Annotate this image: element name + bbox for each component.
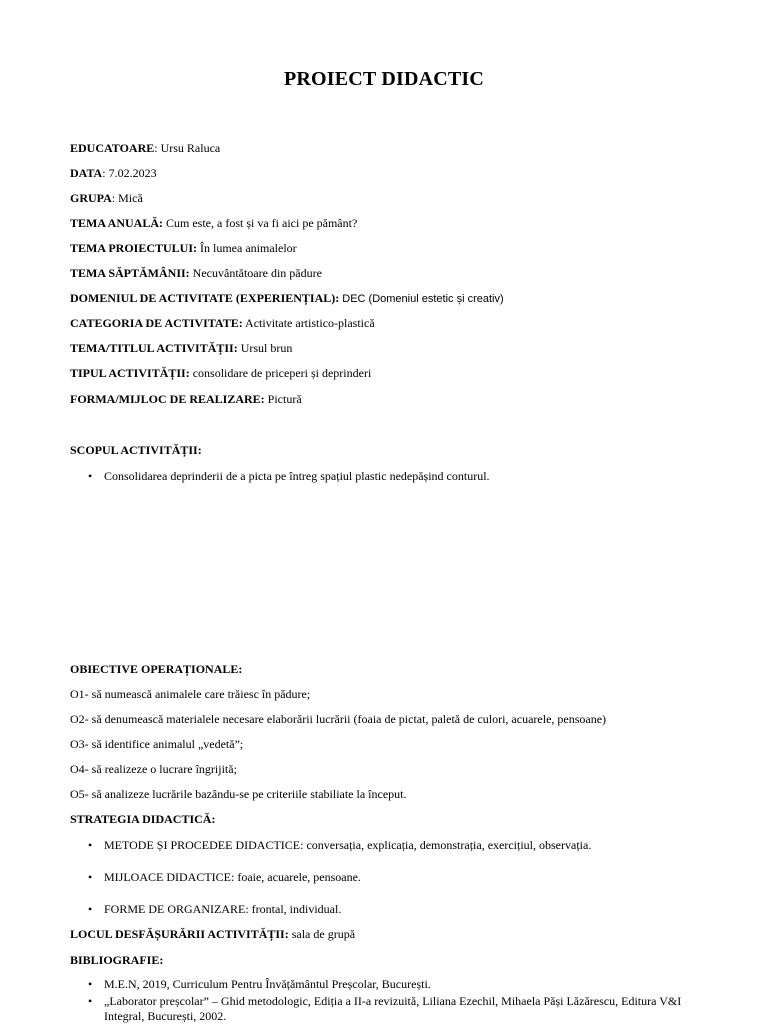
field-label: TIPUL ACTIVITĂȚII: [70, 366, 190, 380]
field-sep: : [154, 141, 161, 155]
field-label: GRUPA [70, 191, 112, 205]
field-value: 7.02.2023 [108, 166, 157, 180]
bibliography-item-text: M.E.N, 2019, Curriculum Pentru Învățământul Preșcolar, București. [104, 977, 431, 991]
bullet-icon: • [88, 838, 93, 852]
field-tema-anuala [70, 216, 357, 231]
field-sep: : [102, 166, 109, 180]
field-grupa [70, 191, 143, 206]
field-value: Necuvântătoare din pădure [192, 266, 322, 280]
strategy-item-text: MIJLOACE DIDACTICE: foaie, acuarele, pensoane. [104, 870, 361, 884]
field-label: FORMA/MIJLOC DE REALIZARE: [70, 392, 265, 406]
bibliography-heading: BIBLIOGRAFIE: [70, 953, 164, 967]
field-value: În lumea animalelor [200, 241, 297, 255]
field-value: Activitate artistico-plastică [245, 316, 375, 330]
field-categoria [70, 316, 375, 331]
bullet-icon: • [88, 870, 93, 884]
field-value: Ursu Raluca [160, 141, 221, 155]
field-educatoare [70, 141, 220, 156]
field-label: DATA [70, 166, 103, 180]
scope-item-text: Consolidarea deprinderii de a picta pe întreg spațiul plastic nedepășind conturul. [104, 469, 490, 483]
field-data [70, 166, 157, 181]
field-tema-titlul [70, 341, 292, 356]
field-tema-proiectului [70, 241, 297, 256]
location-value: sala de grupă [291, 927, 356, 941]
objective-item: O3- să identifice animalul „vedetă”; [70, 737, 244, 751]
objectives-heading: OBIECTIVE OPERAȚIONALE: [70, 662, 243, 676]
field-label: CATEGORIA DE ACTIVITATE: [70, 316, 243, 330]
field-label: TEMA ANUALĂ: [70, 216, 164, 230]
field-value: DEC (Domeniul estetic și creativ) [342, 293, 504, 305]
page-title: PROIECT DIDACTIC [283, 68, 485, 90]
field-tema-saptamanii [70, 266, 322, 281]
objective-item: O4- să realizeze o lucrare îngrijită; [70, 762, 237, 776]
field-label: TEMA/TITLUL ACTIVITĂȚII: [70, 341, 238, 355]
bibliography-item-text: „Laborator preșcolar” – Ghid metodologic, Ediția a II-a revizuită, Liliana Ezechil, Mihaela Păși Lăzărescu, Editura V&I [104, 994, 682, 1008]
field-value: Cum este, a fost și va fi aici pe pământ? [166, 216, 358, 230]
field-label: DOMENIUL DE ACTIVITATE (EXPERIENȚIAL): [70, 291, 340, 305]
objective-item: O2- să denumească materialele necesare elaborării lucrării (foaia de pictat, paletă de culori, acuarele, pensoane) [70, 712, 607, 726]
field-label: TEMA SĂPTĂMÂNII: [70, 266, 190, 280]
objective-item: O1- să numească animalele care trăiesc în pădure; [70, 687, 311, 701]
field-value: Mică [118, 191, 143, 205]
bibliography-item-text: Integral, București, 2002. [104, 1009, 227, 1023]
field-domeniul [70, 291, 504, 306]
field-sep: : [111, 191, 119, 205]
bullet-icon: • [88, 994, 93, 1008]
strategy-item-text: METODE ȘI PROCEDEE DIDACTICE: conversația, explicația, demonstrația, exercițiul, observația. [104, 838, 592, 852]
field-value: consolidare de priceperi și deprinderi [192, 366, 372, 380]
field-tipul [70, 366, 371, 381]
strategy-heading: STRATEGIA DIDACTICĂ: [70, 812, 216, 826]
field-value: Pictură [267, 392, 302, 406]
bullet-icon: • [88, 469, 93, 483]
strategy-item-text: FORME DE ORGANIZARE: frontal, individual. [104, 902, 342, 916]
field-label: TEMA PROIECTULUI: [70, 241, 198, 255]
bullet-icon: • [88, 902, 93, 916]
location-label: LOCUL DESFĂȘURĂRII ACTIVITĂȚII: [70, 927, 289, 941]
field-label: EDUCATOARE [70, 141, 155, 155]
location-line [70, 927, 355, 942]
field-value: Ursul brun [240, 341, 293, 355]
field-forma [70, 392, 302, 407]
objective-item: O5- să analizeze lucrările bazându-se pe criteriile stabiliate la început. [70, 787, 407, 801]
scope-heading: SCOPUL ACTIVITĂȚII: [70, 443, 202, 457]
bullet-icon: • [88, 977, 93, 991]
